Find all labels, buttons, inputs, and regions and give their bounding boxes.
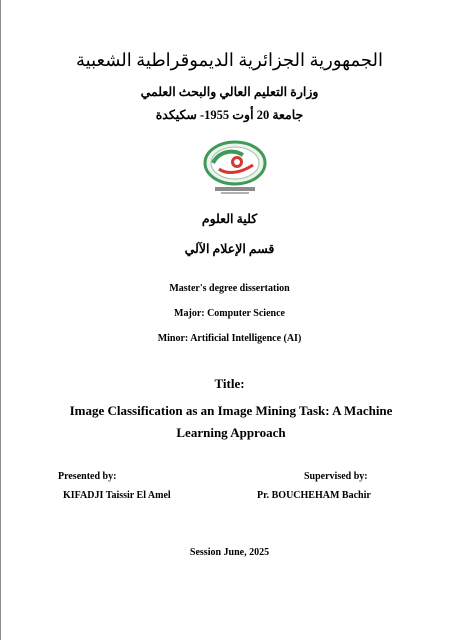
- session-date: Session June, 2025: [189, 547, 270, 558]
- ministry-heading: وزارة التعليم العالي والبحث العلمي: [140, 85, 319, 99]
- republic-heading: الجمهورية الجزائرية الديموقراطية الشعبية: [76, 50, 383, 70]
- supervised-by-label: Supervised by:: [304, 471, 368, 482]
- logo-graphic: [199, 139, 271, 197]
- presented-by-label: Presented by:: [58, 471, 117, 482]
- university-seal-logo: [199, 139, 271, 197]
- department-heading: قسم الإعلام الآلي: [184, 242, 275, 256]
- student-name: KIFADJI Taissir El Amel: [63, 490, 171, 501]
- title-label: Title:: [214, 376, 245, 391]
- university-heading: جامعة 20 أوت 1955- سكيكدة: [155, 108, 304, 122]
- dissertation-title: Image Classification as an Image Mining Task: A Machine Learning Approach: [69, 403, 393, 440]
- dissertation-type: Master's degree dissertation: [169, 283, 290, 294]
- supervisor-name: Pr. BOUCHEHAM Bachir: [257, 490, 371, 501]
- major-line: Major: Computer Science: [174, 308, 285, 319]
- minor-line: Minor: Artificial Intelligence (AI): [157, 333, 302, 344]
- faculty-heading: كلية العلوم: [201, 212, 258, 226]
